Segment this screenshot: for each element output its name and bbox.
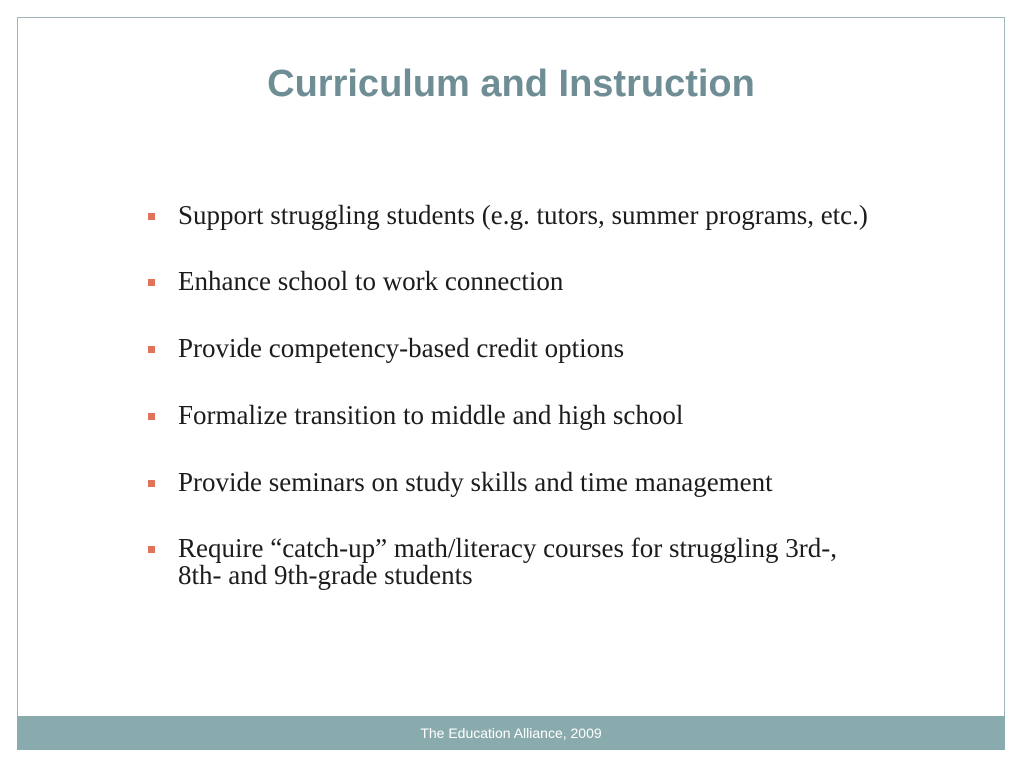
- bullet-text: Provide seminars on study skills and time management: [178, 467, 773, 497]
- footer-bar: [17, 716, 1005, 750]
- bullet-item: [148, 535, 868, 589]
- square-bullet-icon: [148, 346, 155, 353]
- square-bullet-icon: [148, 279, 155, 286]
- square-bullet-icon: [148, 546, 155, 553]
- bullet-text: Provide competency-based credit options: [178, 333, 625, 363]
- bullet-item: [148, 469, 868, 496]
- bullet-text: Formalize transition to middle and high school: [178, 400, 684, 430]
- bullet-item: [148, 402, 868, 429]
- slide-title: Curriculum and Instruction: [267, 63, 755, 105]
- footer-text: The Education Alliance, 2009: [420, 725, 602, 741]
- square-bullet-icon: [148, 413, 155, 420]
- bullet-text: Enhance school to work connection: [178, 266, 564, 296]
- bullet-text: Support struggling students (e.g. tutors, summer programs, etc.): [178, 200, 868, 230]
- bullet-item: [148, 335, 868, 362]
- bullet-item: [148, 202, 868, 229]
- bullet-list: [148, 202, 868, 628]
- square-bullet-icon: [148, 213, 155, 220]
- square-bullet-icon: [148, 480, 155, 487]
- bullet-item: [148, 268, 868, 295]
- bullet-text: Require “catch-up” math/literacy courses for struggling 3rd-, 8th- and 9th-grade students: [178, 533, 838, 590]
